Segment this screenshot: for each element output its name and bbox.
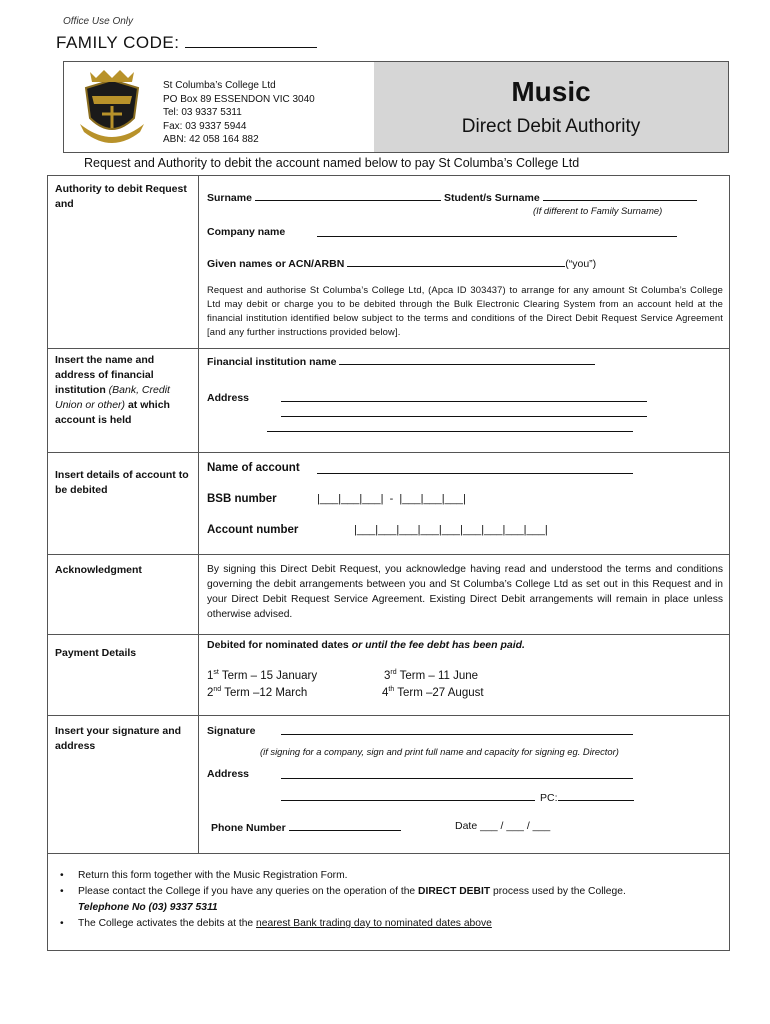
page-title: Music — [511, 76, 591, 107]
institution-label-text: Insert the name and address of financial institution — [55, 354, 155, 396]
payment-heading-italic: or until the fee debt has been paid. — [351, 639, 525, 651]
family-code-blank[interactable] — [185, 33, 317, 48]
company-name-input[interactable] — [317, 226, 677, 237]
date-input[interactable]: ___ / ___ / ___ — [480, 820, 551, 832]
account-name-label: Name of account — [207, 462, 300, 474]
column-divider — [198, 175, 199, 853]
list-item: • The College activates the debits at the nearest Bank trading day to nominated dates above — [60, 918, 492, 929]
surname-field[interactable] — [207, 190, 441, 204]
bank-trading-day-note: nearest Bank trading day to nominated dates above — [256, 918, 492, 929]
student-surname-field[interactable] — [444, 190, 697, 204]
acknowledgment-label: Acknowledgment — [55, 564, 142, 576]
phone-label: Phone Number — [211, 822, 286, 834]
account-label: Insert details of account to be debited — [55, 469, 189, 496]
bsb-input[interactable]: |___|___|___| - |___|___|___| — [317, 493, 466, 505]
college-tel: Tel: 03 9337 5311 — [163, 107, 242, 119]
postcode-label: PC: — [540, 792, 558, 804]
account-number-input[interactable]: |___|___|___|___|___|___|___|___|___| — [354, 524, 548, 536]
institution-label — [55, 353, 193, 428]
signature-note: (if signing for a company, sign and print full name and capacity for signing eg. Director) — [260, 746, 619, 757]
signature-address-label: Address — [207, 768, 250, 780]
row-divider — [47, 348, 730, 349]
surname-note: (If different to Family Surname) — [533, 205, 663, 216]
page-subtitle: Direct Debit Authority — [461, 116, 641, 137]
college-crest-logo — [72, 66, 152, 146]
college-fax: Fax: 03 9337 5944 — [163, 120, 247, 132]
institution-address-label: Address — [207, 392, 250, 404]
account-number-label: Account number — [207, 524, 299, 536]
college-address — [163, 79, 315, 147]
payment-heading-bold: Debited for nominated dates — [207, 639, 349, 651]
term-2: 2nd Term –12 March — [207, 686, 308, 699]
term-3: 3rd Term – 11 June — [384, 669, 479, 682]
institution-label-end: at which account is held — [55, 399, 170, 426]
signature-section-label: Insert your signature and address — [55, 725, 182, 752]
date-label: Date — [455, 820, 478, 832]
signature-address-line[interactable] — [281, 790, 535, 801]
bsb-label: BSB number — [207, 493, 277, 505]
authority-text: Request and authorise St Columba’s College Ltd, (Apca ID 303437) to arrange for any amount St Columba’s College Ltd may debit or charge you to be debited through the Bulk Electronic Clearing System from an account held at the financial institution identified below subject to the terms and conditions of the Direct Debit Request Service Agreement [and any further instructions provided below]. — [207, 284, 723, 337]
college-abn: ABN: 42 058 164 882 — [163, 134, 259, 146]
payment-heading — [207, 639, 525, 651]
given-names-label: Given names or ACN/ARBN — [207, 258, 345, 270]
college-name: St Columba’s College Ltd — [163, 80, 276, 91]
signature-input[interactable] — [281, 724, 633, 735]
phone-field[interactable] — [211, 820, 401, 834]
telephone-number: Telephone No (03) 9337 5311 — [78, 902, 218, 913]
student-surname-label: Student/s Surname — [444, 192, 540, 204]
institution-name-label: Financial institution name — [207, 356, 337, 368]
notes-list — [60, 868, 626, 932]
you-label: (“you”) — [565, 258, 597, 270]
college-po-box: PO Box 89 ESSENDON VIC 3040 — [163, 93, 315, 105]
institution-address-line[interactable] — [267, 421, 633, 432]
family-code-field[interactable] — [56, 33, 317, 53]
institution-label-italic: (Bank, Credit Union or other) — [55, 384, 170, 411]
signature-label: Signature — [207, 725, 256, 737]
term-1: 1st Term – 15 January — [207, 669, 318, 682]
authority-label: Authority to debit Request and — [55, 183, 187, 210]
surname-label: Surname — [207, 192, 252, 204]
row-divider — [47, 853, 730, 854]
list-item: • Please contact the College if you have any queries on the operation of the DIRECT DEBIT process used by the College. Telephone No (03) 9337 5311 — [60, 886, 626, 913]
given-names-field[interactable] — [207, 256, 596, 270]
row-divider — [47, 634, 730, 635]
row-divider — [47, 452, 730, 453]
company-name-label: Company name — [207, 226, 286, 238]
account-name-input[interactable] — [317, 463, 633, 474]
request-heading: Request and Authority to debit the account named below to pay St Columba’s College Ltd — [84, 156, 580, 170]
signature-address-line[interactable] — [281, 768, 633, 779]
payment-details-label: Payment Details — [55, 647, 137, 659]
date-field[interactable] — [455, 820, 550, 832]
office-use-label: Office Use Only — [63, 16, 134, 27]
term-4: 4th Term –27 August — [382, 686, 484, 699]
acknowledgment-text: By signing this Direct Debit Request, you acknowledge having read and understood the terms and conditions governing the debit arrangements between you and St Columba’s College Ltd as set out in this Request and in your Direct Debit Request Service Agreement. Existing Direct Debit arrangements will remain in place unless otherwise advised. — [207, 564, 723, 620]
institution-address-line[interactable] — [281, 391, 647, 402]
family-code-label: FAMILY CODE: — [56, 33, 180, 52]
institution-address-line[interactable] — [281, 406, 647, 417]
row-divider — [47, 554, 730, 555]
list-item: • Return this form together with the Music Registration Form. — [60, 870, 348, 881]
postcode-field[interactable] — [540, 790, 634, 804]
institution-name-field[interactable] — [207, 354, 595, 368]
row-divider — [47, 715, 730, 716]
